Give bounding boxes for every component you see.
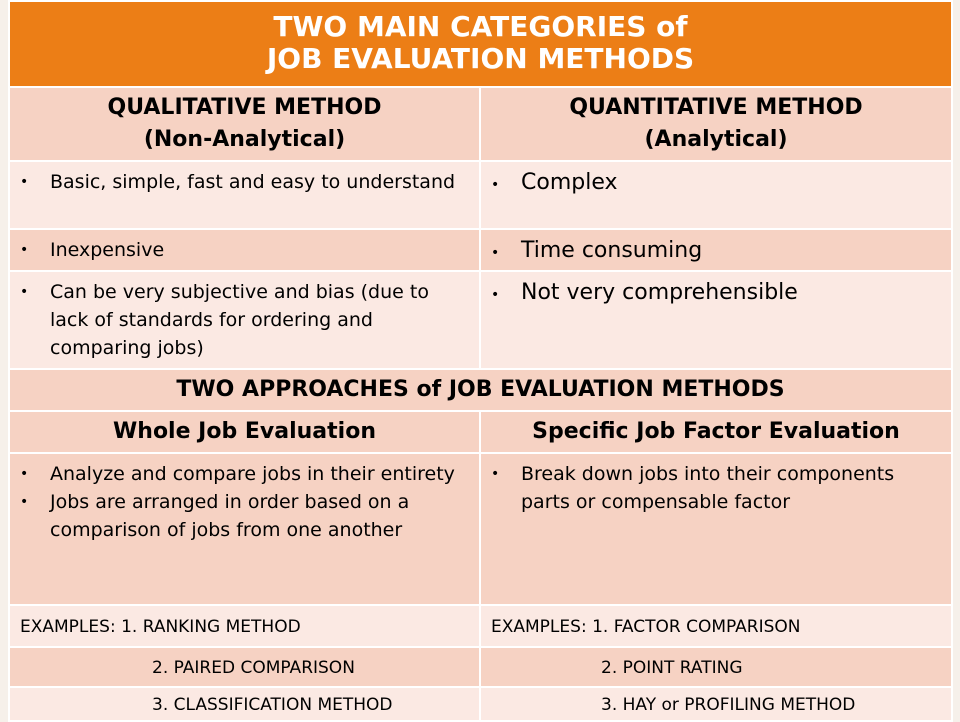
qualitative-name: QUALITATIVE METHOD	[107, 95, 382, 120]
bullet-icon: •	[20, 242, 29, 258]
job-evaluation-table	[8, 0, 953, 722]
whole-job-example-3: 3. CLASSIFICATION METHOD	[9, 687, 480, 721]
whole-job-example-2: 2. PAIRED COMPARISON	[9, 647, 480, 687]
table-row	[9, 453, 952, 605]
table-row	[9, 271, 952, 369]
table-row	[9, 605, 952, 647]
specific-factor-example-3: 3. HAY or PROFILING METHOD	[480, 687, 952, 721]
quantitative-point-2: • Time consuming	[480, 229, 952, 271]
whole-job-header: Whole Job Evaluation	[9, 411, 480, 453]
qualitative-point-2: • Inexpensive	[9, 229, 480, 271]
table-row	[9, 161, 952, 229]
quantitative-header	[480, 87, 952, 161]
bullet-icon: •	[491, 287, 500, 303]
quantitative-name: QUANTITATIVE METHOD	[569, 95, 863, 120]
table-row	[9, 229, 952, 271]
slide-right-margin	[952, 0, 960, 720]
qualitative-point-1: • Basic, simple, fast and easy to understand	[9, 161, 480, 229]
title-line-1: TWO MAIN CATEGORIES of	[273, 10, 688, 43]
specific-factor-example-2: 2. POINT RATING	[480, 647, 952, 687]
qualitative-sub: (Non-Analytical)	[143, 127, 346, 152]
qualitative-point-3: • Can be very subjective and bias (due to lack of standards for ordering and comparing jobs)	[9, 271, 480, 369]
specific-factor-description: • Break down jobs into their components parts or compensable factor	[480, 453, 952, 605]
qualitative-header	[9, 87, 480, 161]
approaches-heading: TWO APPROACHES of JOB EVALUATION METHODS	[9, 369, 952, 411]
bullet-icon: •	[20, 466, 29, 482]
quantitative-point-1: • Complex	[480, 161, 952, 229]
bullet-icon: •	[20, 284, 29, 300]
title-line-2: JOB EVALUATION METHODS	[266, 42, 695, 75]
table-row	[9, 687, 952, 721]
bullet-icon: •	[491, 177, 500, 193]
bullet-icon: •	[491, 466, 500, 482]
quantitative-sub: (Analytical)	[644, 127, 788, 152]
table-title	[9, 1, 952, 87]
specific-factor-header: Specific Job Factor Evaluation	[480, 411, 952, 453]
bullet-icon: •	[491, 245, 500, 261]
table-row	[9, 647, 952, 687]
specific-factor-example-1: EXAMPLES: 1. FACTOR COMPARISON	[480, 605, 952, 647]
bullet-icon: •	[20, 494, 29, 510]
bullet-icon: •	[20, 174, 29, 190]
slide-left-margin	[0, 0, 8, 720]
quantitative-point-3: • Not very comprehensible	[480, 271, 952, 369]
whole-job-example-1: EXAMPLES: 1. RANKING METHOD	[9, 605, 480, 647]
whole-job-description: • Analyze and compare jobs in their entirety • Jobs are arranged in order based on a comparison of jobs from one another	[9, 453, 480, 605]
